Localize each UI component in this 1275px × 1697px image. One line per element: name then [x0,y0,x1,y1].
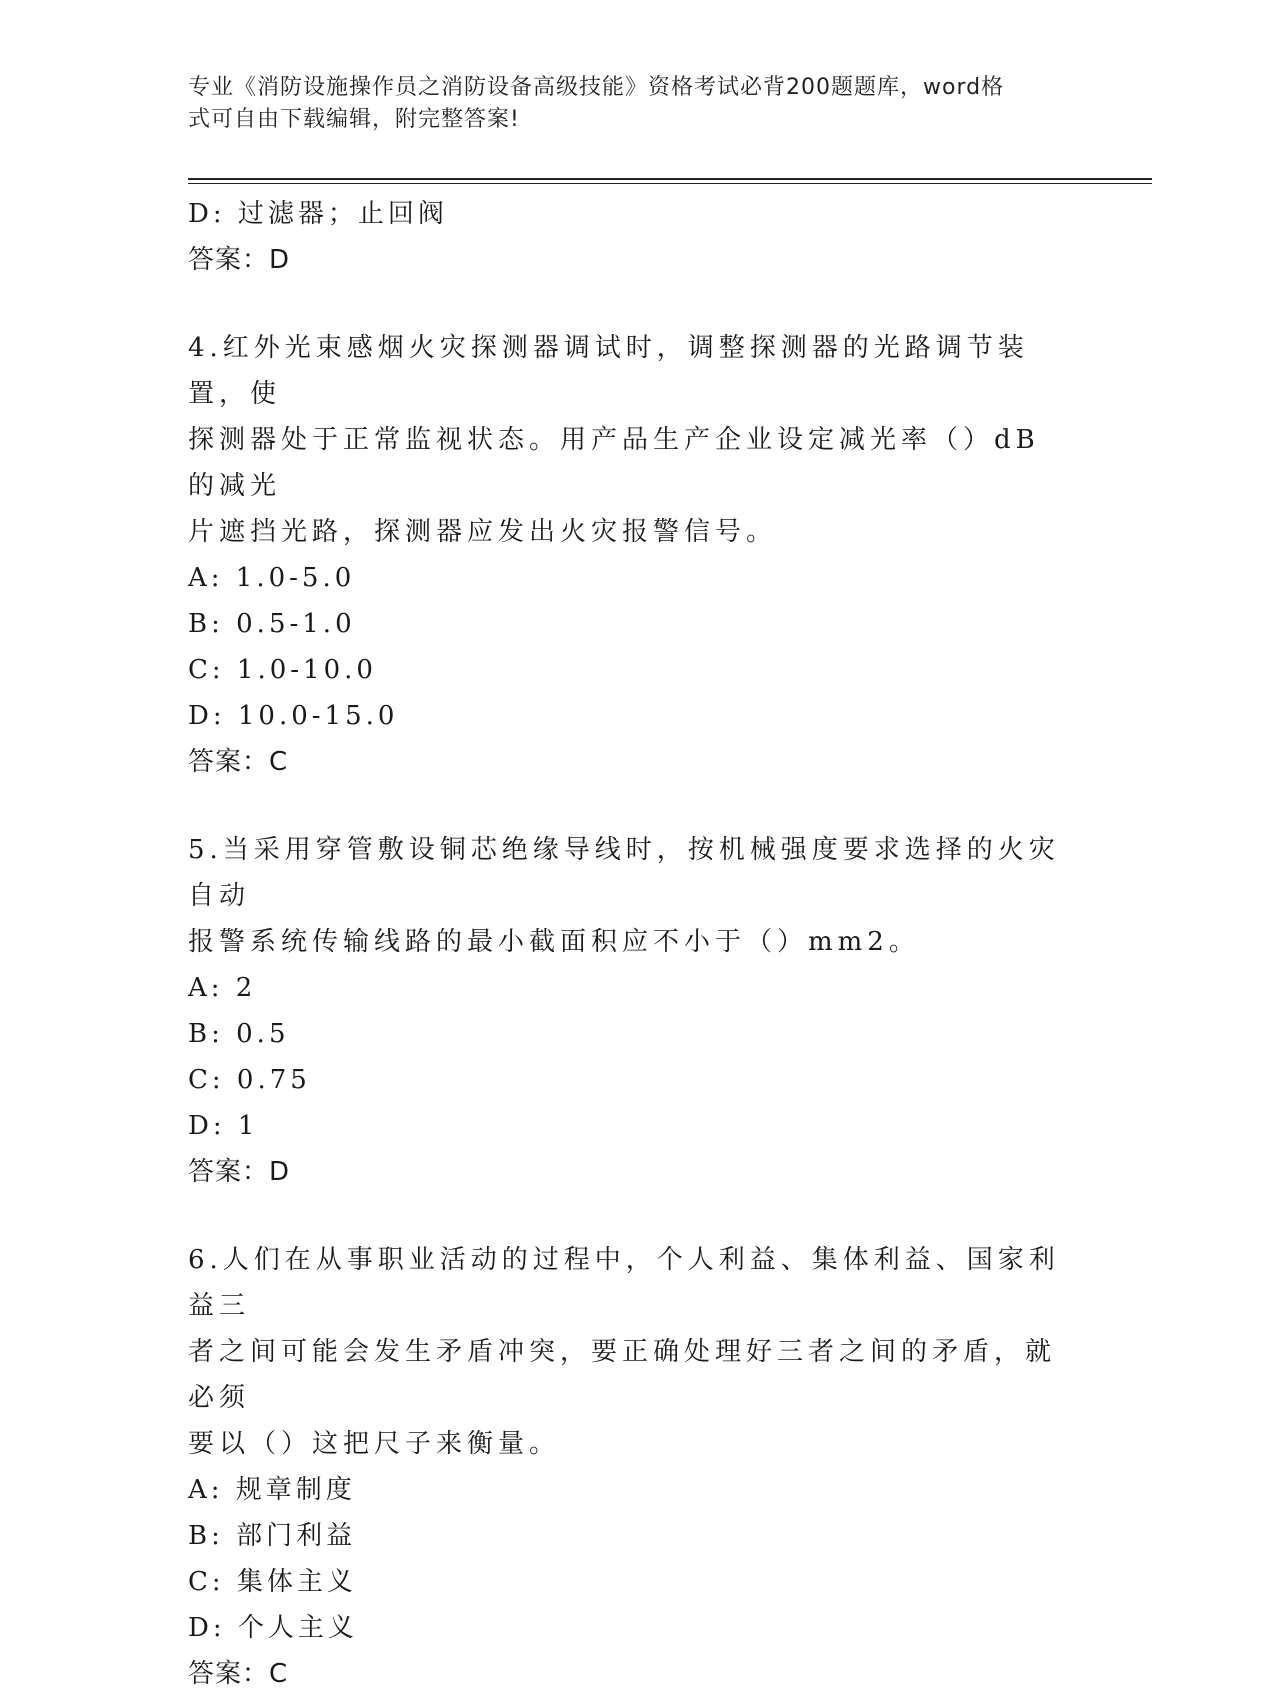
option-d: D: 10.0-15.0 [188,701,399,731]
question-6 [188,1237,1088,1697]
answer-line: 答案：D [188,245,291,275]
question-text-line: 要以（）这把尺子来衡量。 [188,1429,561,1459]
option-c: C: 1.0-10.0 [188,655,377,685]
option-a: A: 2 [188,973,257,1003]
answer-line: 答案：D [188,1157,291,1187]
question-4 [188,325,1088,785]
answer-line: 答案：C [188,1659,289,1689]
question-text-line: 片遮挡光路，探测器应发出火灾报警信号。 [188,517,778,547]
header-line-1: 专业《消防设施操作员之消防设备高级技能》资格考试必背200题题库，word格 [188,75,1005,100]
option-b: B: 部门利益 [188,1521,357,1551]
option-a: A: 1.0-5.0 [188,563,356,593]
answer-line: 答案：C [188,747,289,777]
option-c: C: 0.75 [188,1065,311,1095]
question-text-line: 探测器处于正常监视状态。用产品生产企业设定减光率（）dB的减光 [188,425,1040,501]
question-text-line: 5.当采用穿管敷设铜芯绝缘导线时，按机械强度要求选择的火灾自动 [188,835,1060,911]
question-text-line: 者之间可能会发生矛盾冲突，要正确处理好三者之间的矛盾，就必须 [188,1337,1057,1413]
option-b: B: 0.5 [188,1019,290,1049]
question-content [188,191,1088,1697]
option-c: C: 集体主义 [188,1567,357,1597]
option-d: D: 个人主义 [188,1613,358,1643]
header-divider-thick [188,178,1152,180]
question-5 [188,827,1088,1195]
question-text-line: 报警系统传输线路的最小截面积应不小于（）mm2。 [188,927,920,957]
question-text-line: 6.人们在从事职业活动的过程中，个人利益、集体利益、国家利益三 [188,1245,1060,1321]
header-line-2: 式可自由下载编辑，附完整答案! [188,107,520,132]
question-text-line: 4.红外光束感烟火灾探测器调试时，调整探测器的光路调节装置，使 [188,333,1029,409]
option-d: D: 过滤器；止回阀 [188,199,448,229]
option-b: B: 0.5-1.0 [188,609,356,639]
option-d: D: 1 [188,1111,259,1141]
document-header [188,72,1068,136]
prev-question-tail [188,191,1088,283]
header-divider-thin [188,183,1152,184]
option-a: A: 规章制度 [188,1475,356,1505]
